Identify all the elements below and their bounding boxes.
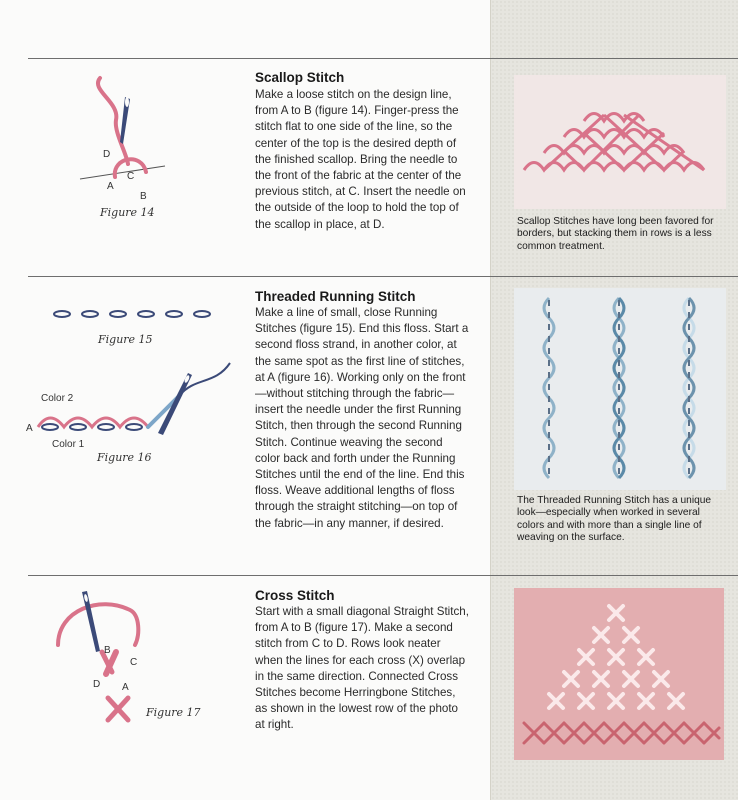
section-divider [28,58,738,59]
point-label-d: D [93,679,101,690]
section-body-cross: Start with a small diagonal Straight Stitch, from A to B (figure 17). Make a second stitch from C to D. Rows look neater when the lines for each cross (X) overlap in the same direction. Connected Cross Stitches become Herringbone Stitches, as shown in the lowest row of the photo at right. [255,605,469,732]
section-divider [28,575,738,576]
point-label-b: B [104,645,111,656]
figure-16-label: Figure 16 [97,451,152,464]
section-title-scallop: Scallop Stitch [255,70,345,85]
figure-17-label: Figure 17 [146,706,201,719]
point-label-c: C [127,171,135,182]
caption-threaded-running: The Threaded Running Stitch has a unique look—especially when worked in several colors and with more than a single line of weaving on the surface. [517,495,712,544]
section-divider [28,276,738,277]
point-label-a: A [122,682,129,693]
caption-scallop: Scallop Stitches have long been favored for borders, but stacking them in rows is a less common treatment. [517,216,714,252]
point-label-b: B [140,191,147,202]
section-body-threaded-running: Make a line of small, close Running Stitches (figure 15). End this floss. Start a second floss strand, in another color, at the same spot as the first line of stitches, at A (figure 16). Working only on the front—without stitching through the fabric—insert the needle under the first Running Stitch, then through the second Running Stitch. Continue weaving the second color back and forth under the Running Stitches until the end of the line. End this floss. Weave additional lengths of floss through the straight stitching—on top of the fabric—in any manner, if desired. [255,306,469,530]
needle-icon [158,373,192,435]
section-title-threaded-running: Threaded Running Stitch [255,289,416,304]
figure-15-label: Figure 15 [98,333,153,346]
figure-14-label: Figure 14 [100,206,155,219]
needle-icon [82,591,100,652]
point-label-d: D [103,149,111,160]
point-label-a: A [107,181,114,192]
scallop-photo [514,75,726,209]
point-label-c: C [130,657,138,668]
figure-15-illustration [50,304,220,324]
point-label-a: A [26,423,33,434]
cross-stitch-photo [514,588,724,760]
figure-14-illustration [70,72,180,207]
section-title-cross: Cross Stitch [255,588,335,603]
figure-17-illustration [40,590,160,730]
threaded-running-photo [514,288,726,490]
color-2-label: Color 2 [41,393,74,404]
section-body-scallop: Make a loose stitch on the design line, from A to B (figure 14). Finger-press the stitch flat to one side of the line, so the center of the top is the desired depth of the finished scallop. Bring the needle to the front of the fabric at the center of the previous stitch, at C. Insert the needle on the outside of the loop to hold the top of the scallop in place, at D. [255,88,466,231]
color-1-label: Color 1 [52,439,85,450]
design-line [80,166,165,179]
thread-pink [58,604,138,645]
